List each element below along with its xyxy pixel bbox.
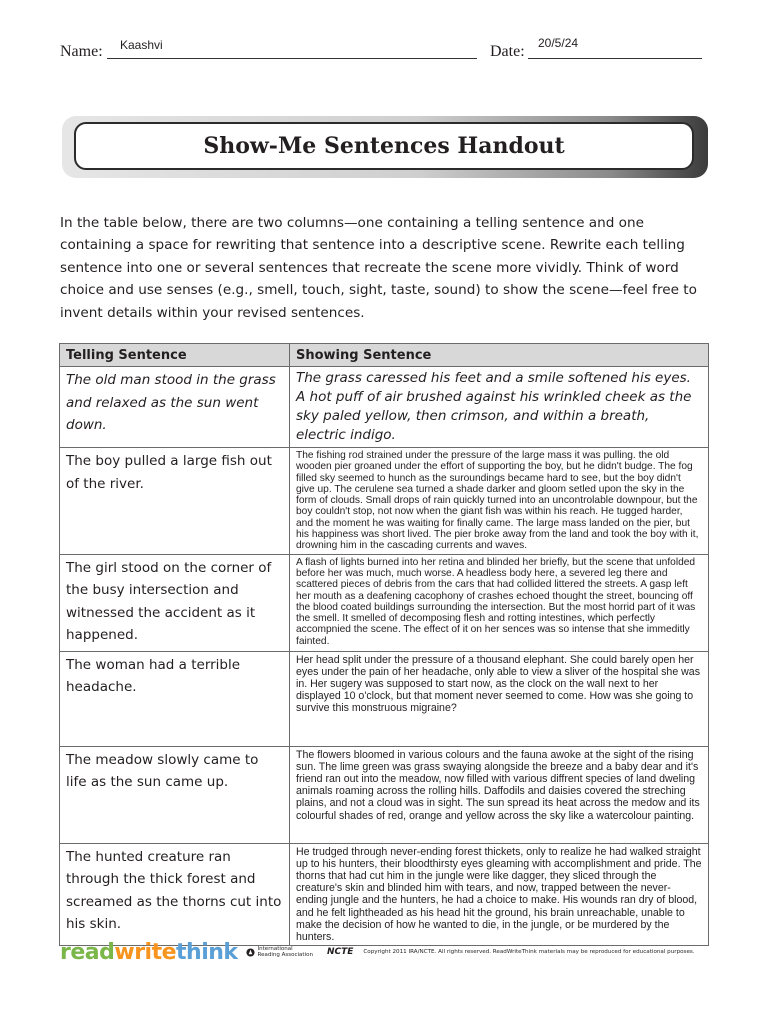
table-row: [60, 367, 709, 448]
date-label: Date:: [490, 43, 525, 60]
copyright: Copyright 2011 IRA/NCTE. All rights reserved. ReadWriteThink materials may be reproduced for educational purposes.: [363, 949, 695, 955]
name-line: [107, 58, 477, 59]
header-telling: Telling Sentence: [60, 344, 290, 367]
telling-sentence: The hunted creature ran through the thick forest and screamed as the thorns cut into his skin.: [60, 843, 290, 946]
date-line: [528, 58, 702, 59]
showing-sentence[interactable]: A flash of lights burned into her retina and blinded her briefly, but the scene that unfolded before her was much, much worse. A headless body here, a severed leg there and scattered pieces of debris from the cars that had collided littered the streets. A gasp left her mouth as a deafening cacophony of crashes echoed thought the street, bouncing off the blood coated buildings surrounding the intersection. But the most horrid part of it was the smell. It smelled of decomposing flesh and rotting intestines, which perfectly accompnied the scene. The effect of it on her sences was so intense that she immeditly fainted.: [290, 554, 709, 651]
showing-sentence[interactable]: The fishing rod strained under the pressure of the large mass it was pulling. the old wooden pier groaned under the effort of supporting the boy, but he didn't budge. The fog filled sky seemed to hunch as the suroundings became hard to see, but the boy didn't give up. The cerulene sea turned a shade darker and gloom setled upon the sky in the form of clouds. Small drops of rain quickly turned into an uncontrolable downpour, but the boy couldn't stop, not now when the giant fish was within his reach. He tugged harder, and the moment he was waiting for finally came. The large mass landed on the pier, but his happiness was short lived. The pier broke away from the land and took the boy with it, drowning him in the cascading currents and waves.: [290, 448, 709, 555]
ira-line2: Reading Association: [257, 952, 313, 958]
logo-read: read: [60, 939, 115, 965]
instructions: In the table below, there are two columns—one containing a telling sentence and one containing a space for rewriting that sentence into a descriptive scene. Rewrite each telling sentence into one or several sentences that recreate the scene more vividly. Think of word choice and use senses (e.g., smell, touch, sight, taste, sound) to show the scene—feel free to invent details within your revised sentences.: [60, 215, 697, 321]
telling-sentence: The woman had a terrible headache.: [60, 651, 290, 746]
telling-sentence: The girl stood on the corner of the busy intersection and witnessed the accident as it happened.: [60, 554, 290, 651]
table-row: [60, 746, 709, 843]
showing-sentence[interactable]: Her head split under the pressure of a thousand elephant. She could barely open her eyes under the pain of her headache, only able to view a sliver of the hospital she was in. Her sugery was supposed to start now, as the clock on the wall next to her displayed 10 o'clock, but that moment never seemed to come. How was she going to survive this monstruous migraine?: [290, 651, 709, 746]
table-row: [60, 448, 709, 555]
showing-sentence[interactable]: He trudged through never-ending forest thickets, only to realize he had walked straight up to his hunters, their bloodthirsty eyes gleaming with accomplishment and pride. The thorns that had cut him in the jungle were like dagger, they sliced through the creature's skin and blinded him with tears, and now, trapped between the never-ending jungle and the hunters, he had a choice to make. His wounds ran dry of blood, and he felt lightheaded as his head hit the ground, his brain unreachable, unable to make the decision of how he wanted to die, in the jungle, or be murdered by the hunters.: [290, 843, 709, 946]
header-showing: Showing Sentence: [290, 344, 709, 367]
table-row: [60, 843, 709, 946]
ncte-logo: NCTE: [326, 947, 354, 957]
telling-sentence: The meadow slowly came to life as the sun came up.: [60, 746, 290, 843]
ira-line1: International: [257, 946, 293, 952]
logo-write: write: [114, 939, 177, 965]
table-header-row: [60, 344, 709, 367]
name-label: Name:: [60, 43, 103, 60]
sentences-table: [59, 343, 709, 946]
showing-sentence[interactable]: The flowers bloomed in various colours and the fauna awoke at the sight of the rising sun. The lime green was grass swaying alongside the breeze and a baby dear and it's friend ran out into the meadow, now filled with various diffrent species of land dweling animals roaming across the rolling hills. Daffodils and daisies covered the streching plains, and not a cloud was in sight. The sun spread its heat across the medow and its colourful shades of red, orange and yellow across the sky like a watercolour painting.: [290, 746, 709, 843]
table-row: [60, 554, 709, 651]
date-value[interactable]: 20/5/24: [538, 36, 579, 50]
page-title: Show-Me Sentences Handout: [203, 133, 565, 159]
title-banner: [74, 122, 694, 170]
logo-think: think: [176, 939, 238, 965]
table-row: [60, 651, 709, 746]
ira-icon: [246, 948, 255, 957]
ira-logo: [246, 946, 313, 958]
telling-sentence: The old man stood in the grass and relaxed as the sun went down.: [60, 367, 290, 448]
readwritethink-logo: [60, 940, 238, 965]
footer: [60, 938, 710, 966]
name-value[interactable]: Kaashvi: [120, 38, 163, 52]
showing-sentence[interactable]: The grass caressed his feet and a smile softened his eyes. A hot puff of air brushed against his wrinkled cheek as the sky paled yellow, then crimson, and within a breath, electric indigo.: [290, 367, 709, 448]
telling-sentence: The boy pulled a large fish out of the river.: [60, 448, 290, 555]
